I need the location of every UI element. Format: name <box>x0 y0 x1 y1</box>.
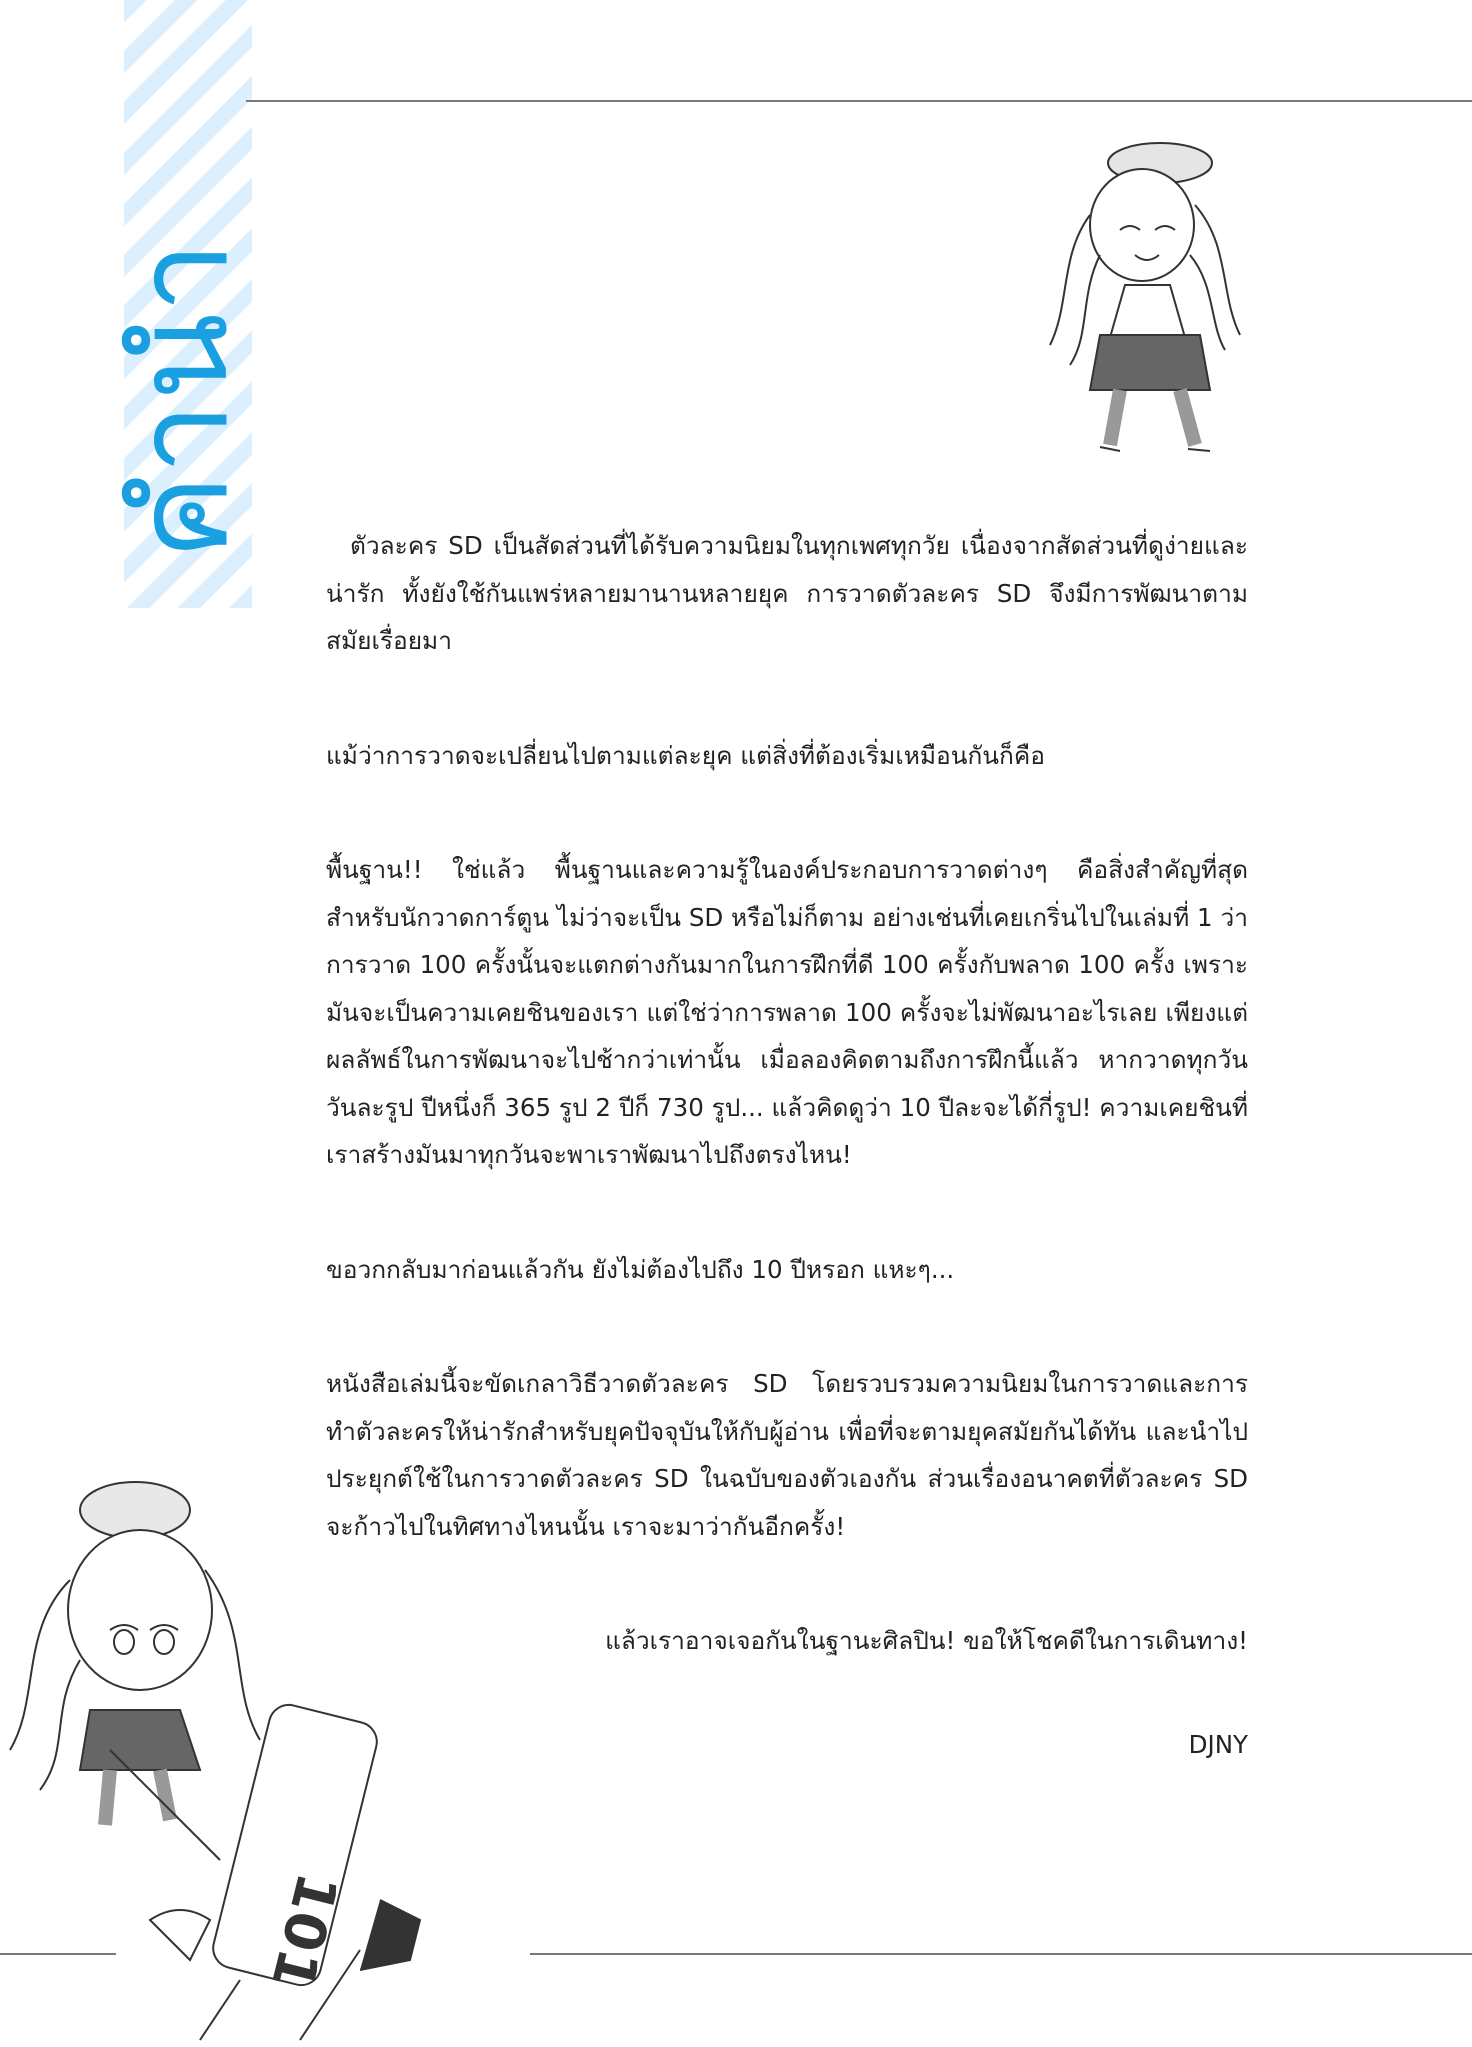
chibi-girl-illustration-top <box>1030 135 1260 465</box>
paragraph-2: แม้ว่าการวาดจะเปลี่ยนไปตามแต่ละยุค แต่สิ่งที่ต้องเริ่มเหมือนกันก็คือ <box>326 740 1045 770</box>
paragraph-5: หนังสือเล่มนี้จะขัดเกลาวิธีวาดตัวละคร SD โดยรวบรวมความนิยมในการวาดและการทำตัวละครให้น่ารักสำหรับยุคปัจจุบันให้กับผู้อ่าน เพื่อที่จะตามยุคสมัยกันได้ทัน และนำไปประยุกต์ใช้ในการวาดตัวละคร SD ในฉบับของตัวเองกัน ส่วนเรื่องอนาคตที่ตัวละคร SD จะก้าวไปในทิศทางไหนนั้น เราจะมาว่ากันอีกครั้ง! <box>326 1369 1248 1541</box>
paragraph-3: พื้นฐาน!! ใช่แล้ว พื้นฐานและความรู้ในองค์ประกอบการวาดต่างๆ คือสิ่งสำคัญที่สุดสำหรับนักวาดการ์ตูน ไม่ว่าจะเป็น SD หรือไม่ก็ตาม อย่างเช่นที่เคยเกริ่นไปในเล่มที่ 1 ว่า การวาด 100 ครั้งนั้นจะแตกต่างกันมากในการฝึกที่ดี 100 ครั้งกับพลาด 100 ครั้ง เพราะมันจะเป็นความเคยชินของเรา แต่ใช่ว่าการพลาด 100 ครั้งจะไม่พัฒนาอะไรเลย เพียงแต่ผลลัพธ์ในการพัฒนาจะไปช้ากว่าเท่านั้น เมื่อลองคิดตามถึงการฝึกนี้แล้ว หากวาดทุกวัน วันละรูป ปีหนึ่งก็ 365 รูป 2 ปีก็ 730 รูป... แล้วคิดดูว่า 10 ปีละจะได้กี่รูป! ความเคยชินที่เราสร้างมันมาทุกวันจะพาเราพัฒนาไปถึงตรงไหน! <box>326 855 1248 1169</box>
chibi-girl-hammer-illustration <box>0 1480 500 2047</box>
top-divider <box>246 100 1472 102</box>
page-title: คำนำ <box>108 239 257 560</box>
signature: DJNY <box>1188 1729 1248 1759</box>
bottom-divider-right <box>530 1953 1472 1955</box>
closing-line: แล้วเราอาจเจอกันในฐานะศิลปิน! ขอให้โชคดีในการเดินทาง! <box>605 1626 1248 1655</box>
paragraph-4: ขอวกกลับมาก่อนแล้วกัน ยังไม่ต้องไปถึง 10 ปีหรอก แหะๆ... <box>326 1254 955 1284</box>
paragraph-1: ตัวละคร SD เป็นสัดส่วนที่ได้รับความนิยมในทุกเพศทุกวัย เนื่องจากสัดส่วนที่ดูง่ายและน่ารัก ทั้งยังใช้กันแพร่หลายมานานหลายยุค การวาดตัวละคร SD จึงมีการพัฒนาตามสมัยเรื่อยมา <box>326 531 1248 655</box>
hammer-label: 101 <box>258 1866 350 1996</box>
